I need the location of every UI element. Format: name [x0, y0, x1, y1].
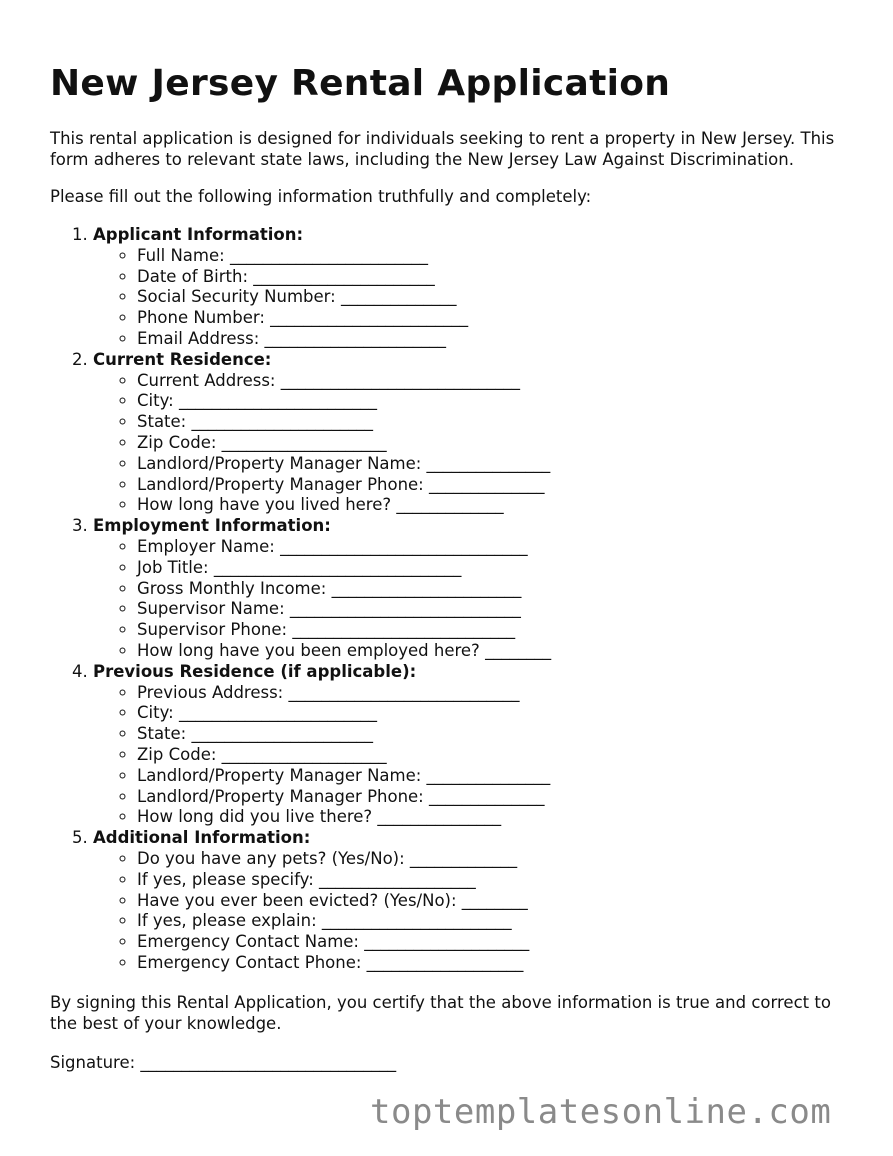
section-employment-information [93, 516, 850, 662]
field-time-employed[interactable]: ◦ How long have you been employed here? ________ [137, 641, 850, 662]
field-list [93, 849, 850, 974]
section-list [50, 225, 850, 974]
field-state[interactable]: ◦ State: ______________________ [137, 412, 850, 433]
intro-paragraph: This rental application is designed for individuals seeking to rent a property in New Jersey. This form adheres to relevant state laws, including the New Jersey Law Against Discrimination. [50, 129, 835, 169]
section-applicant-information [93, 225, 850, 350]
field-list [93, 537, 850, 662]
field-time-lived-there[interactable]: ◦ How long did you live there? _______________ [137, 807, 850, 828]
field-phone-number[interactable]: ◦ Phone Number: ________________________ [137, 308, 850, 329]
field-zip-code[interactable]: ◦ Zip Code: ____________________ [137, 745, 850, 766]
section-title: Additional Information: [93, 828, 311, 848]
field-city[interactable]: ◦ City: ________________________ [137, 703, 850, 724]
field-landlord-phone[interactable]: ◦ Landlord/Property Manager Phone: ______________ [137, 475, 850, 496]
document-page [50, 60, 850, 1073]
field-eviction-explain[interactable]: ◦ If yes, please explain: _______________________ [137, 911, 850, 932]
section-additional-information [93, 828, 850, 974]
field-list [93, 371, 850, 517]
field-city[interactable]: ◦ City: ________________________ [137, 391, 850, 412]
field-evicted[interactable]: ◦ Have you ever been evicted? (Yes/No): ________ [137, 891, 850, 912]
signature-field[interactable]: Signature: _______________________________ [50, 1052, 397, 1072]
field-list [93, 246, 850, 350]
field-gross-monthly-income[interactable]: ◦ Gross Monthly Income: _______________________ [137, 579, 850, 600]
section-title: Applicant Information: [93, 225, 304, 244]
watermark: toptemplatesonline.com [370, 1092, 832, 1132]
field-landlord-name[interactable]: ◦ Landlord/Property Manager Name: _______________ [137, 454, 850, 475]
field-job-title[interactable]: ◦ Job Title: ______________________________ [137, 558, 850, 579]
field-current-address[interactable]: ◦ Current Address: _____________________________ [137, 371, 850, 392]
field-previous-address[interactable]: ◦ Previous Address: ____________________________ [137, 683, 850, 704]
section-current-residence [93, 350, 850, 516]
field-supervisor-name[interactable]: ◦ Supervisor Name: ____________________________ [137, 599, 850, 620]
field-pets-specify[interactable]: ◦ If yes, please specify: ___________________ [137, 870, 850, 891]
field-ssn[interactable]: ◦ Social Security Number: ______________ [137, 287, 850, 308]
section-title: Current Residence: [93, 349, 272, 369]
field-email-address[interactable]: ◦ Email Address: ______________________ [137, 329, 850, 350]
section-title: Previous Residence (if applicable): [93, 661, 417, 681]
section-previous-residence [93, 662, 850, 828]
certification-paragraph: By signing this Rental Application, you certify that the above information is true and correct to the best of your knowledge. [50, 992, 831, 1033]
field-landlord-phone[interactable]: ◦ Landlord/Property Manager Phone: ______________ [137, 787, 850, 808]
field-emergency-contact-name[interactable]: ◦ Emergency Contact Name: ____________________ [137, 932, 850, 953]
field-landlord-name[interactable]: ◦ Landlord/Property Manager Name: _______________ [137, 766, 850, 787]
field-pets[interactable]: ◦ Do you have any pets? (Yes/No): _____________ [137, 849, 850, 870]
instructions-paragraph: Please fill out the following information truthfully and completely: [50, 187, 592, 206]
field-full-name[interactable]: ◦ Full Name: ________________________ [137, 246, 850, 267]
section-title: Employment Information: [93, 516, 331, 536]
field-state[interactable]: ◦ State: ______________________ [137, 724, 850, 745]
field-emergency-contact-phone[interactable]: ◦ Emergency Contact Phone: ___________________ [137, 953, 850, 974]
document-title: New Jersey Rental Application [50, 63, 671, 104]
field-list [93, 683, 850, 829]
field-employer-name[interactable]: ◦ Employer Name: ______________________________ [137, 537, 850, 558]
field-zip-code[interactable]: ◦ Zip Code: ____________________ [137, 433, 850, 454]
field-date-of-birth[interactable]: ◦ Date of Birth: ______________________ [137, 267, 850, 288]
field-time-lived-here[interactable]: ◦ How long have you lived here? _____________ [137, 495, 850, 516]
field-supervisor-phone[interactable]: ◦ Supervisor Phone: ___________________________ [137, 620, 850, 641]
